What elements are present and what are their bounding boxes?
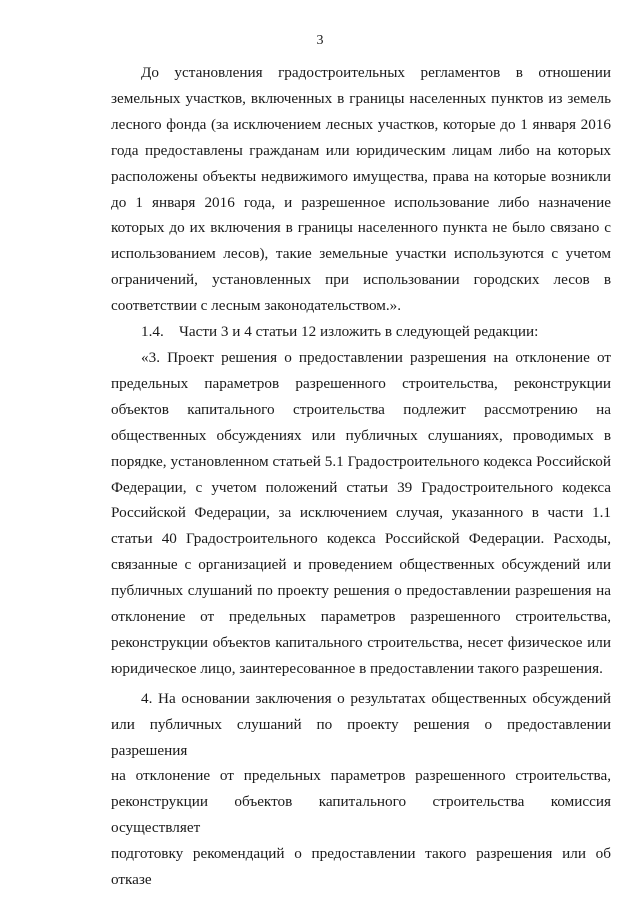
paragraph-4 xyxy=(111,686,611,893)
text-line: публичных слушаний по проекту решения о предоставлении разрешения на xyxy=(111,582,611,600)
text-line: года предоставлены гражданам или юридическим лицам либо на которых xyxy=(111,141,611,159)
text-line: юридическое лицо, заинтересованное в предоставлении такого разрешения. xyxy=(111,659,603,677)
text-line: подготовку рекомендаций о предоставлении такого разрешения или об отказе xyxy=(111,845,611,889)
text-line: использованием лесов), такие земельные участки используются с учетом xyxy=(111,245,611,263)
text-line: 1.4. Части 3 и 4 статьи 12 изложить в следующей редакции: xyxy=(141,323,539,341)
document-body xyxy=(111,60,611,893)
text-line: объектов капитального строительства подлежит рассмотрению на xyxy=(111,400,611,418)
text-line: 4. На основании заключения о результатах общественных обсуждений xyxy=(141,689,611,707)
text-line: реконструкции объектов капитального строительства комиссия осуществляет xyxy=(111,793,611,837)
paragraph-1 xyxy=(111,60,611,319)
text-line: общественных обсуждениях или публичных слушаниях, проводимых в xyxy=(111,426,611,444)
text-line: до 1 января 2016 года, и разрешенное использование либо назначение xyxy=(111,193,611,211)
text-line: предельных параметров разрешенного строительства, реконструкции xyxy=(111,374,611,392)
text-line: Федерации, с учетом положений статьи 39 Градостроительного кодекса xyxy=(111,478,611,496)
paragraph-2 xyxy=(111,319,611,345)
text-line: связанные с организацией и проведением общественных обсуждений или xyxy=(111,556,611,574)
text-line: расположены объекты недвижимого имущества, права на которые возникли xyxy=(111,167,611,185)
text-line: на отклонение от предельных параметров разрешенного строительства, xyxy=(111,767,611,785)
text-line: «3. Проект решения о предоставлении разрешения на отклонение от xyxy=(141,348,611,366)
text-line: соответствии с лесным законодательством.». xyxy=(111,297,402,315)
text-line: или публичных слушаний по проекту решения о предоставлении разрешения xyxy=(111,715,611,759)
paragraph-3 xyxy=(111,345,611,682)
text-line: ограничений, установленных при использовании городских лесов в xyxy=(111,271,611,289)
text-line: земельных участков, включенных в границы населенных пунктов из земель xyxy=(111,89,611,107)
text-line: статьи 40 Градостроительного кодекса Российской Федерации. Расходы, xyxy=(111,530,611,548)
text-line: отклонение от предельных параметров разрешенного строительства, xyxy=(111,608,611,626)
text-line: реконструкции объектов капитального строительства, несет физическое или xyxy=(111,633,611,651)
text-line: До установления градостроительных регламентов в отношении xyxy=(141,64,611,81)
text-line: Российской Федерации, за исключением случая, указанного в части 1.1 xyxy=(111,504,611,522)
text-line: лесного фонда (за исключением лесных участков, которые до 1 января 2016 xyxy=(111,115,611,133)
text-line: порядке, установленном статьей 5.1 Градостроительного кодекса Российской xyxy=(111,452,611,470)
text-line: которых до их включения в границы населенного пункта не было связано с xyxy=(111,219,611,237)
page-number: 3 xyxy=(316,33,324,48)
